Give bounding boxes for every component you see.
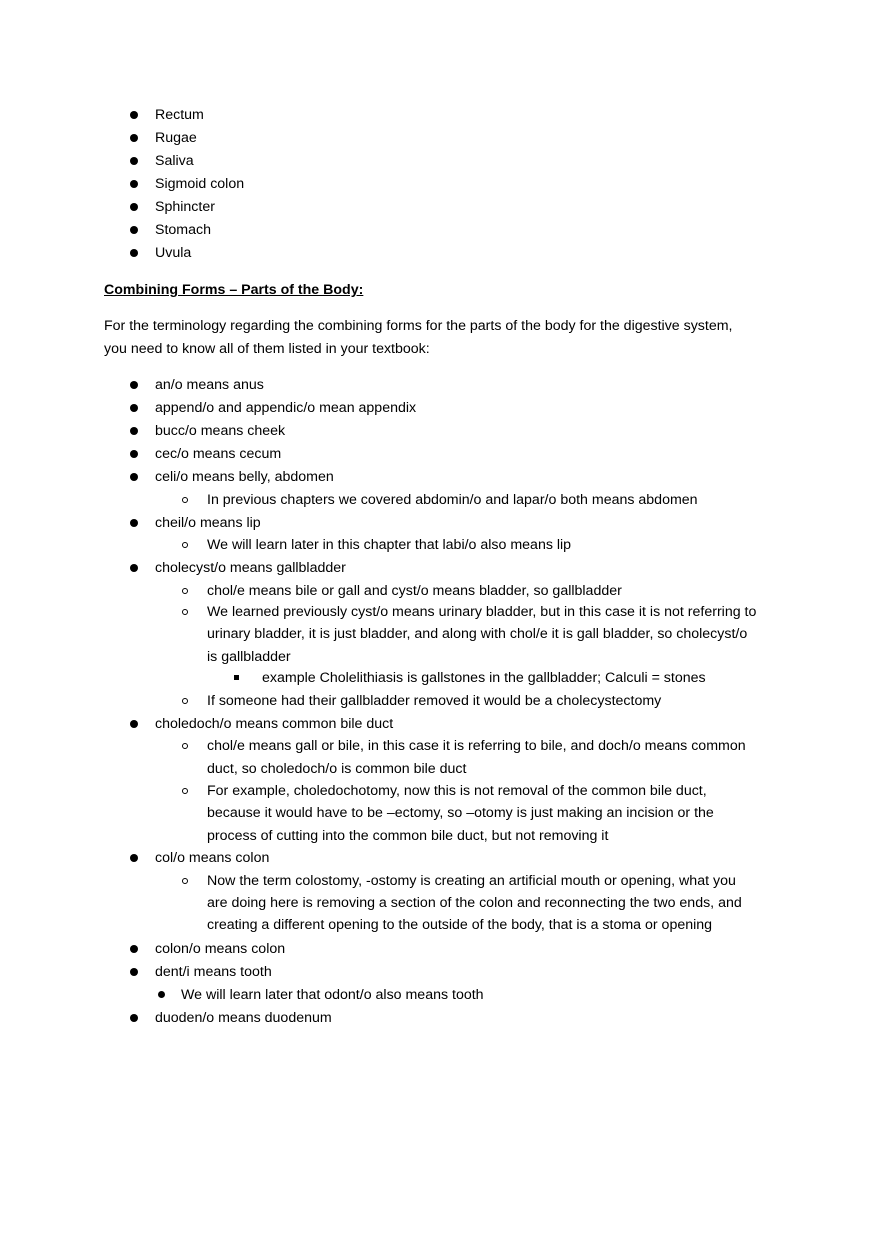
intro-paragraph-line: For the terminology regarding the combining forms for the parts of the body for the digestive system,	[104, 318, 733, 334]
term-cholecyst-example: example Cholelithiasis is gallstones in the gallbladder; Calculi = stones	[262, 670, 706, 686]
term-cholecyst-note: We learned previously cyst/o means urinary bladder, but in this case it is not referring to	[207, 604, 757, 620]
bullet-icon	[130, 968, 138, 976]
bullet-icon	[130, 111, 138, 119]
term-cec: cec/o means cecum	[155, 446, 282, 462]
term-bucc: bucc/o means cheek	[155, 423, 286, 439]
term-duoden: duoden/o means duodenum	[155, 1010, 332, 1026]
bullet-icon	[158, 991, 165, 998]
square-bullet-icon	[234, 675, 239, 680]
term-choledoch-note-cont: because it would have to be –ectomy, so –otomy is just making an incision or the	[207, 805, 714, 821]
term-choledoch-note: For example, choledochotomy, now this is not removal of the common bile duct,	[207, 783, 707, 799]
circle-bullet-icon	[182, 788, 188, 794]
list-item-text: Sphincter	[155, 199, 215, 215]
term-colon: colon/o means colon	[155, 941, 286, 957]
term-col: col/o means colon	[155, 850, 270, 866]
term-cholecyst: cholecyst/o means gallbladder	[155, 560, 346, 576]
term-choledoch-note-cont: process of cutting into the common bile duct, but not removing it	[207, 828, 609, 844]
term-choledoch: choledoch/o means common bile duct	[155, 716, 394, 732]
circle-bullet-icon	[182, 542, 188, 548]
bullet-icon	[130, 564, 138, 572]
bullet-icon	[130, 1014, 138, 1022]
term-col-note-cont: are doing here is removing a section of the colon and reconnecting the two ends, and	[207, 895, 742, 911]
term-cheil-note: We will learn later in this chapter that labi/o also means lip	[207, 537, 572, 553]
term-cholecyst-note: chol/e means bile or gall and cyst/o means bladder, so gallbladder	[207, 583, 622, 599]
bullet-icon	[130, 720, 138, 728]
bullet-icon	[130, 134, 138, 142]
circle-bullet-icon	[182, 698, 188, 704]
section-heading: Combining Forms – Parts of the Body:	[104, 282, 364, 298]
term-choledoch-note: chol/e means gall or bile, in this case it is referring to bile, and doch/o means common	[207, 738, 746, 754]
bullet-icon	[130, 945, 138, 953]
term-dent-note: We will learn later that odont/o also means tooth	[181, 987, 484, 1003]
bullet-icon	[130, 226, 138, 234]
list-item-text: Uvula	[155, 245, 192, 261]
bullet-icon	[130, 381, 138, 389]
bullet-icon	[130, 854, 138, 862]
term-cheil: cheil/o means lip	[155, 515, 261, 531]
bullet-icon	[130, 427, 138, 435]
term-cholecyst-note-cont: urinary bladder, it is just bladder, and along with chol/e it is gall bladder, so cholecyst/o	[207, 626, 748, 642]
bullet-icon	[130, 404, 138, 412]
circle-bullet-icon	[182, 878, 188, 884]
circle-bullet-icon	[182, 743, 188, 749]
list-item-text: Rectum	[155, 107, 204, 123]
term-cholecyst-note-cont: is gallbladder	[207, 649, 291, 665]
intro-paragraph-line: you need to know all of them listed in your textbook:	[104, 341, 430, 357]
bullet-icon	[130, 180, 138, 188]
list-item-text: Rugae	[155, 130, 197, 146]
term-append: append/o and appendic/o mean appendix	[155, 400, 417, 416]
bullet-icon	[130, 249, 138, 257]
term-cholecyst-note: If someone had their gallbladder removed it would be a cholecystectomy	[207, 693, 662, 709]
bullet-icon	[130, 473, 138, 481]
circle-bullet-icon	[182, 609, 188, 615]
circle-bullet-icon	[182, 588, 188, 594]
list-item-text: Stomach	[155, 222, 211, 238]
list-item-text: Saliva	[155, 153, 194, 169]
bullet-icon	[130, 450, 138, 458]
bullet-icon	[130, 203, 138, 211]
circle-bullet-icon	[182, 497, 188, 503]
term-anus: an/o means anus	[155, 377, 264, 393]
term-dent: dent/i means tooth	[155, 964, 272, 980]
term-col-note: Now the term colostomy, -ostomy is creating an artificial mouth or opening, what you	[207, 873, 736, 889]
term-col-note-cont: creating a different opening to the outside of the body, that is a stoma or opening	[207, 917, 713, 933]
term-choledoch-note-cont: duct, so choledoch/o is common bile duct	[207, 761, 467, 777]
term-celi: celi/o means belly, abdomen	[155, 469, 334, 485]
bullet-icon	[130, 519, 138, 527]
list-item-text: Sigmoid colon	[155, 176, 245, 192]
bullet-icon	[130, 157, 138, 165]
term-celi-note: In previous chapters we covered abdomin/o and lapar/o both means abdomen	[207, 492, 698, 508]
